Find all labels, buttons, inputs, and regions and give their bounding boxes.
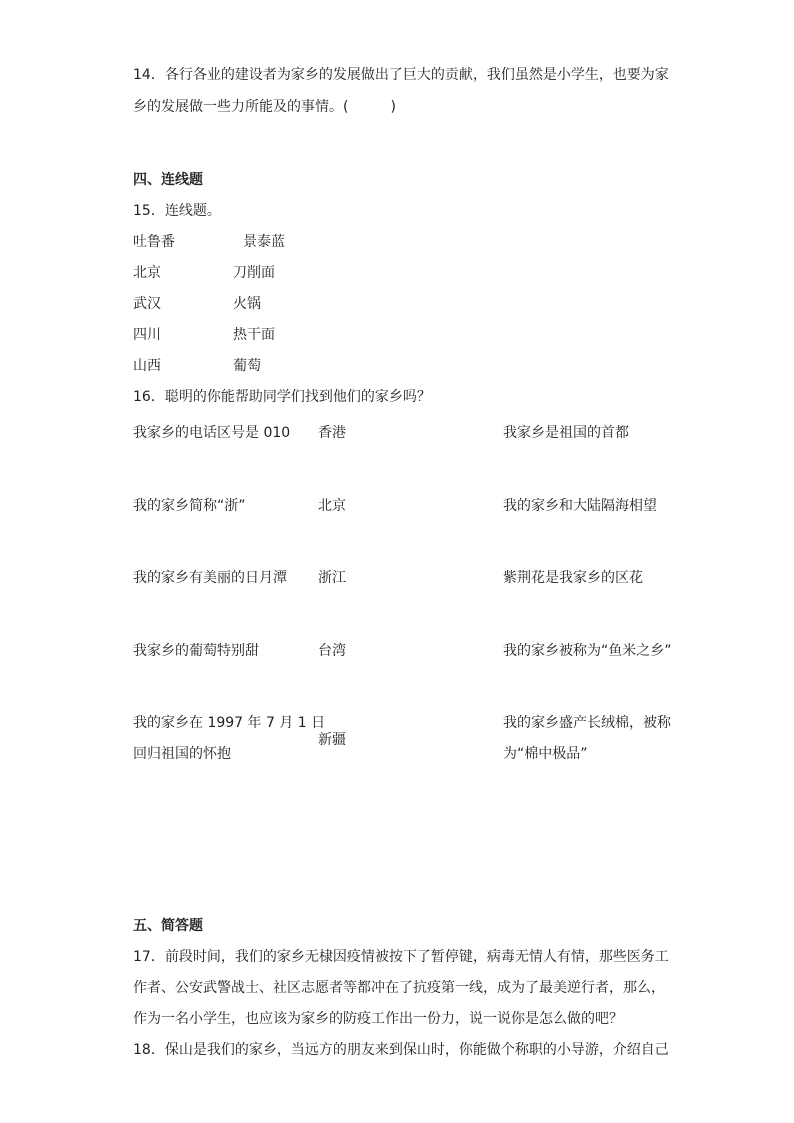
q16-place: 新疆 — [318, 732, 346, 748]
q16-prompt: 16．聪明的你能帮助同学们找到他们的家乡吗？ — [133, 389, 431, 405]
q15-left-item: 武汉 — [133, 296, 161, 312]
q15-right-item: 景泰蓝 — [243, 234, 285, 250]
q16-clue-right: 紫荆花是我家乡的区花 — [503, 570, 643, 586]
q15-left-item: 吐鲁番 — [133, 234, 175, 250]
q16-clue-right-line-2: 为“棉中极品” — [503, 746, 588, 762]
q15-right-item: 葡萄 — [233, 358, 261, 374]
section-4-heading: 四、连线题 — [133, 172, 203, 188]
q16-clue-right: 我家乡是祖国的首都 — [503, 425, 629, 441]
q16-place: 香港 — [318, 425, 346, 441]
q15-right-item: 热干面 — [233, 327, 275, 343]
q16-clue-left-line-2: 回归祖国的怀抱 — [133, 746, 231, 762]
q16-clue-left-line-1: 我的家乡在 1997 年 7 月 1 日 — [133, 715, 326, 731]
q16-clue-left: 我的家乡简称“浙” — [133, 498, 246, 514]
q15-left-item: 北京 — [133, 265, 161, 281]
q17-line-2: 作者、公安武警战士、社区志愿者等都冲在了抗疫第一线，成为了最美逆行者，那么， — [133, 980, 665, 996]
q16-clue-left: 我家乡的葡萄特别甜 — [133, 643, 259, 659]
q16-clue-right-line-1: 我的家乡盛产长绒棉，被称 — [503, 715, 671, 731]
q16-clue-left: 我的家乡有美丽的日月潭 — [133, 570, 287, 586]
q15-left-item: 山西 — [133, 358, 161, 374]
q15-right-item: 刀削面 — [233, 265, 275, 281]
q17-line-3: 作为一名小学生，也应该为家乡的防疫工作出一份力，说一说你是怎么做的吧？ — [133, 1011, 623, 1027]
q16-clue-right: 我的家乡被称为“鱼米之乡” — [503, 643, 672, 659]
section-5-heading: 五、简答题 — [133, 918, 203, 934]
q16-place: 浙江 — [318, 570, 346, 586]
q14-line-2: 乡的发展做一些力所能及的事情。( ) — [133, 99, 396, 115]
q16-place: 台湾 — [318, 643, 346, 659]
q16-place: 北京 — [318, 498, 346, 514]
q16-clue-left: 我家乡的电话区号是 010 — [133, 425, 291, 441]
q15-prompt: 15．连线题。 — [133, 203, 221, 219]
q14-line-1: 14．各行各业的建设者为家乡的发展做出了巨大的贡献，我们虽然是小学生，也要为家 — [133, 67, 669, 83]
q15-right-item: 火锅 — [233, 296, 261, 312]
q15-left-item: 四川 — [133, 327, 161, 343]
q16-clue-right: 我的家乡和大陆隔海相望 — [503, 498, 657, 514]
q17-line-1: 17．前段时间，我们的家乡无棣因疫情被按下了暂停键，病毒无情人有情，那些医务工 — [133, 949, 669, 965]
q18-line-1: 18．保山是我们的家乡，当远方的朋友来到保山时，你能做个称职的小导游，介绍自己 — [133, 1042, 669, 1058]
